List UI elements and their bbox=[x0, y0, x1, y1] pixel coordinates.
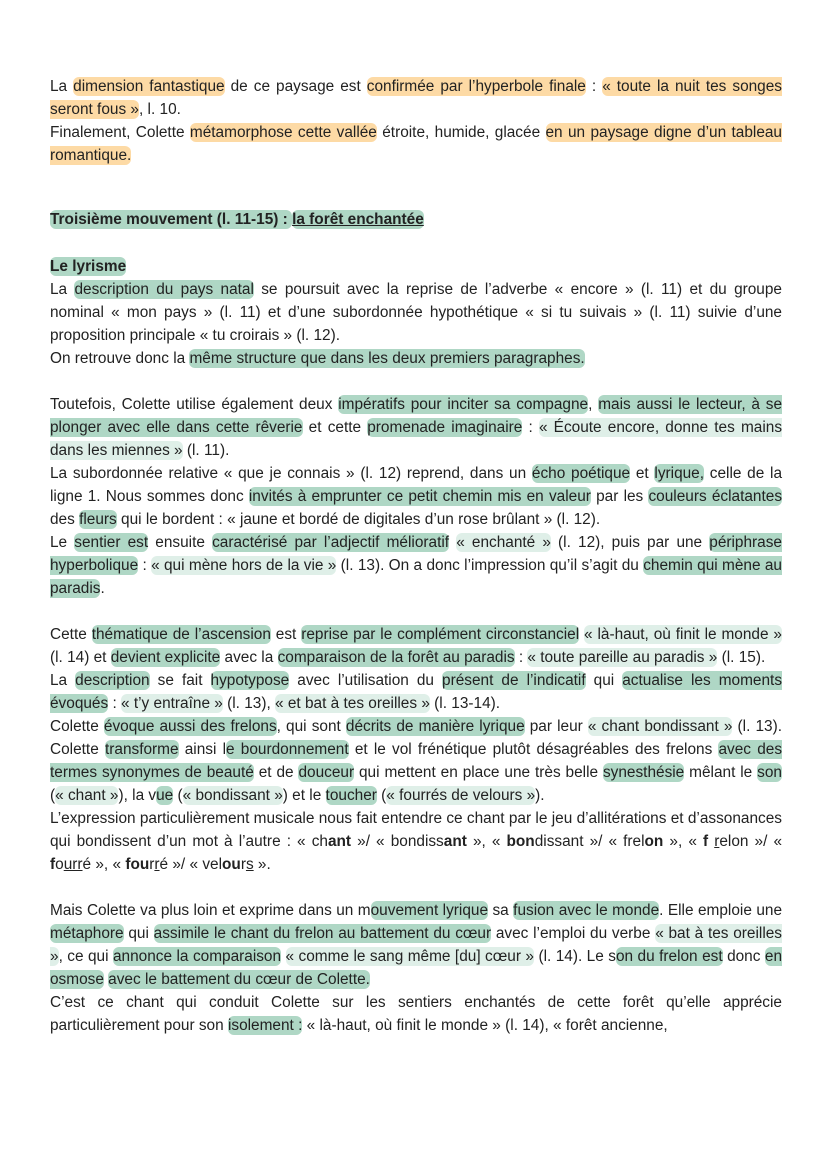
text-segment: La bbox=[50, 281, 75, 298]
text-segment: ), la v bbox=[118, 787, 157, 804]
text-segment: dissant »/ « frel bbox=[534, 833, 645, 850]
text-segment: r bbox=[154, 856, 160, 873]
highlighted-text: même structure que dans les deux premiers paragraphes. bbox=[189, 350, 585, 367]
highlighted-text: promenade imaginaire bbox=[367, 419, 523, 436]
text-segment: donc bbox=[722, 948, 765, 965]
highlighted-text: assimile le chant du frelon au battement du cœur bbox=[153, 925, 492, 942]
highlighted-text: écho poétique bbox=[531, 465, 631, 482]
highlighted-text: « Écoute encore, donne tes mains dans les miennes » bbox=[50, 419, 783, 459]
text-segment: (l. 13-14). bbox=[429, 695, 501, 712]
highlighted-text: Le lyrisme bbox=[50, 258, 127, 275]
paragraph bbox=[50, 623, 782, 669]
highlighted-text: « chant bondissant » bbox=[587, 718, 733, 735]
highlighted-text: « comme le sang même [du] cœur » bbox=[285, 948, 534, 965]
highlighted-text: avec des termes synonymes de beauté bbox=[50, 741, 783, 781]
text-segment: r bbox=[714, 833, 720, 850]
text-segment: La bbox=[50, 672, 76, 689]
text-segment: , qui sont bbox=[276, 718, 346, 735]
highlighted-text: décrits de manière lyrique bbox=[345, 718, 525, 735]
text-segment: ( bbox=[173, 787, 183, 804]
text-segment: », « bbox=[663, 833, 703, 850]
highlighted-text: fleurs bbox=[79, 511, 117, 528]
text-segment: (l. 14) et bbox=[50, 649, 111, 666]
text-segment: qui le bordent : « jaune et bordé de digitales d’un rose brûlant » (l. 12). bbox=[116, 511, 601, 528]
text-segment: , l. 10. bbox=[138, 101, 181, 118]
highlighted-text: dimension fantastique bbox=[73, 78, 225, 95]
text-segment: qui mettent en place une très belle bbox=[354, 764, 603, 781]
highlighted-text: thématique de l’ascension bbox=[91, 626, 271, 643]
subsection-heading bbox=[50, 255, 782, 278]
text-segment: ant bbox=[443, 833, 467, 850]
paragraph bbox=[50, 899, 782, 991]
text-segment: o bbox=[55, 856, 64, 873]
text-segment: des bbox=[50, 511, 80, 528]
text-segment: avec l’emploi du verbe bbox=[491, 925, 656, 942]
text-segment: . Elle emploie une bbox=[659, 902, 782, 919]
highlighted-text: périphrase hyperbolique bbox=[50, 534, 782, 574]
text-segment: Le bbox=[50, 534, 75, 551]
text-segment: f bbox=[50, 856, 56, 873]
highlighted-text: sentier est bbox=[74, 534, 149, 551]
highlighted-text: description du pays natal bbox=[74, 281, 254, 298]
highlighted-text: isolement : bbox=[227, 1017, 303, 1034]
highlighted-text: couleurs éclatantes bbox=[648, 488, 783, 505]
text-segment: avec la bbox=[220, 649, 278, 666]
text-segment: par les bbox=[590, 488, 649, 505]
highlighted-text: Troisième mouvement (l. 11-15) : bbox=[50, 211, 293, 228]
text-segment: et le vol frénétique plutôt désagréables des frelons bbox=[348, 741, 719, 758]
highlighted-text: confirmée par l’hyperbole finale bbox=[366, 78, 586, 95]
text-segment: , bbox=[588, 396, 599, 413]
text-segment: se fait bbox=[149, 672, 211, 689]
text-segment: (l. 13). On a donc l’impression qu’il s’agit du bbox=[336, 557, 644, 574]
highlighted-text: on du frelon est bbox=[615, 948, 723, 965]
highlighted-text: « et bat à tes oreilles » bbox=[275, 695, 430, 712]
text-segment: f bbox=[702, 833, 709, 850]
text-segment: ( bbox=[50, 787, 56, 804]
highlighted-text: caractérisé par l’adjectif mélioratif bbox=[212, 534, 450, 551]
highlighted-text: lyrique, bbox=[654, 465, 705, 482]
text-segment: ( bbox=[376, 787, 387, 804]
text-segment: é »/ « vel bbox=[159, 856, 222, 873]
text-segment: r bbox=[240, 856, 246, 873]
text-segment: La bbox=[50, 78, 74, 95]
text-segment: celle de la ligne 1. Nous sommes donc bbox=[50, 465, 782, 505]
text-segment: et cette bbox=[302, 419, 368, 436]
paragraph bbox=[50, 121, 782, 167]
highlighted-text: impératifs pour inciter sa compagne bbox=[338, 396, 589, 413]
highlighted-text: comparaison de la forêt au paradis bbox=[277, 649, 515, 666]
highlighted-text: « fourrés de velours » bbox=[386, 787, 536, 804]
text-segment: (l. 13). Colette bbox=[50, 718, 783, 758]
text-segment: On retrouve donc la bbox=[50, 350, 190, 367]
highlighted-text: toucher bbox=[325, 787, 377, 804]
text-segment: C’est ce chant qui conduit Colette sur les sentiers enchantés de cette forêt qu’elle apprécie particulièrement pour son bbox=[50, 994, 782, 1034]
paragraph bbox=[50, 462, 782, 531]
text-segment: La subordonnée relative « que je connais » (l. 12) reprend, dans un bbox=[50, 465, 532, 482]
highlighted-text: son bbox=[757, 764, 782, 781]
paragraph bbox=[50, 531, 782, 600]
text-segment: qui bbox=[585, 672, 623, 689]
highlighted-text: fusion avec le monde bbox=[513, 902, 660, 919]
highlighted-text: « qui mène hors de la vie » bbox=[151, 557, 337, 574]
highlighted-text: « bat à tes oreilles » bbox=[50, 925, 783, 965]
highlighted-text: ouvement lyrique bbox=[370, 902, 489, 919]
text-segment: (l. 11). bbox=[182, 442, 230, 459]
highlighted-text: reprise par le complément circonstanciel bbox=[301, 626, 580, 643]
text-segment: (l. 13), bbox=[222, 695, 276, 712]
paragraph bbox=[50, 347, 782, 370]
text-segment: Finalement, Colette bbox=[50, 124, 190, 141]
text-segment: ). bbox=[535, 787, 545, 804]
text-segment: Colette bbox=[50, 718, 104, 735]
highlighted-text: « chant » bbox=[55, 787, 119, 804]
text-segment: , ce qui bbox=[58, 948, 113, 965]
paragraph bbox=[50, 991, 782, 1037]
text-segment: urr bbox=[63, 856, 83, 873]
highlighted-text: avec le battement du cœur de Colette. bbox=[108, 971, 370, 988]
text-segment: é », « bbox=[82, 856, 126, 873]
text-segment: de ce paysage est bbox=[224, 78, 367, 95]
paragraph bbox=[50, 669, 782, 715]
text-segment: avec l’utilisation du bbox=[289, 672, 443, 689]
highlighted-text: « toute la nuit tes songes seront fous » bbox=[50, 78, 782, 118]
highlighted-text: hypotypose bbox=[210, 672, 290, 689]
highlighted-text: devient explicite bbox=[110, 649, 221, 666]
text-segment: « là-haut, où finit le monde » (l. 14), « forêt ancienne, bbox=[302, 1017, 668, 1034]
text-segment: », « bbox=[466, 833, 507, 850]
highlighted-text: en osmose bbox=[50, 948, 783, 988]
text-segment: ainsi l bbox=[178, 741, 227, 758]
text-segment: on bbox=[644, 833, 664, 850]
text-segment: s bbox=[245, 856, 254, 873]
text-segment: ensuite bbox=[148, 534, 213, 551]
highlighted-text: invités à emprunter ce petit chemin mis en valeur bbox=[248, 488, 591, 505]
section-heading bbox=[50, 208, 782, 231]
text-segment: ) et le bbox=[282, 787, 326, 804]
text-segment: fou bbox=[125, 856, 150, 873]
text-segment: est bbox=[270, 626, 302, 643]
highlighted-text: la forêt enchantée bbox=[292, 211, 424, 228]
highlighted-text: métamorphose cette vallée bbox=[189, 124, 377, 141]
text-segment: ant bbox=[327, 833, 352, 850]
text-segment: mêlant le bbox=[684, 764, 758, 781]
highlighted-text: présent de l’indicatif bbox=[442, 672, 586, 689]
highlighted-text: « bondissant » bbox=[182, 787, 283, 804]
highlighted-text: e bourdonnement bbox=[226, 741, 349, 758]
text-segment: . bbox=[100, 580, 105, 597]
text-segment: et de bbox=[253, 764, 299, 781]
text-segment: ou bbox=[222, 856, 241, 873]
text-segment: qui bbox=[123, 925, 154, 942]
paragraph bbox=[50, 393, 782, 462]
document-page bbox=[50, 75, 782, 1037]
text-segment: (l. 15). bbox=[717, 649, 766, 666]
text-segment: : bbox=[108, 695, 122, 712]
text-segment: étroite, humide, glacée bbox=[376, 124, 546, 141]
text-segment: par leur bbox=[524, 718, 588, 735]
text-segment: »/ « bondiss bbox=[351, 833, 444, 850]
highlighted-text: évoque aussi des frelons bbox=[103, 718, 277, 735]
text-segment: elon »/ « bbox=[719, 833, 783, 850]
text-segment: (l. 14). Le s bbox=[533, 948, 616, 965]
text-segment: ». bbox=[253, 856, 271, 873]
highlighted-text: chemin qui mène au paradis bbox=[50, 557, 782, 597]
highlighted-text: « là-haut, où finit le monde » bbox=[584, 626, 782, 643]
highlighted-text: « toute pareille au paradis » bbox=[527, 649, 718, 666]
highlighted-text: annonce la comparaison bbox=[113, 948, 282, 965]
highlighted-text: ue bbox=[156, 787, 174, 804]
text-segment: se poursuit avec la reprise de l’adverbe « encore » (l. 11) et du groupe nominal « mon pays » (l. 11) et d’une subordonnée hypothétique « si tu suivais » (l. 11) suivie d’une proposition principale « tu croirais » (l. 12). bbox=[50, 281, 782, 344]
highlighted-text: en un paysage digne d’un tableau romantique. bbox=[50, 124, 782, 164]
paragraph bbox=[50, 715, 782, 807]
text-segment: Cette bbox=[50, 626, 92, 643]
text-segment: Toutefois, Colette utilise également deux bbox=[50, 396, 339, 413]
highlighted-text: « t’y entraîne » bbox=[121, 695, 223, 712]
highlighted-text: « enchanté » bbox=[456, 534, 551, 551]
highlighted-text: mais aussi le lecteur, à se plonger avec elle dans cette rêverie bbox=[50, 396, 782, 436]
highlighted-text: actualise les moments évoqués bbox=[50, 672, 783, 712]
text-segment: : bbox=[522, 419, 539, 436]
text-segment: et bbox=[630, 465, 655, 482]
highlighted-text: synesthésie bbox=[602, 764, 685, 781]
text-segment: (l. 12), puis par une bbox=[550, 534, 710, 551]
highlighted-text: description bbox=[75, 672, 150, 689]
text-segment: sa bbox=[488, 902, 514, 919]
text-segment bbox=[281, 948, 285, 965]
highlighted-text: douceur bbox=[298, 764, 355, 781]
text-segment: : bbox=[585, 78, 603, 95]
paragraph bbox=[50, 75, 782, 121]
text-segment: : bbox=[514, 649, 528, 666]
text-segment: bon bbox=[506, 833, 535, 850]
text-segment: L’expression particulièrement musicale nous fait entendre ce chant par le jeu d’allitérations et d’assonances qui bondissent d’un mot à l’autre : « ch bbox=[50, 810, 782, 850]
paragraph bbox=[50, 807, 782, 876]
highlighted-text: métaphore bbox=[50, 925, 124, 942]
highlighted-text: transforme bbox=[104, 741, 179, 758]
paragraph bbox=[50, 278, 782, 347]
text-segment: : bbox=[138, 557, 152, 574]
text-segment: Mais Colette va plus loin et exprime dans un m bbox=[50, 902, 371, 919]
text-segment: r bbox=[149, 856, 155, 873]
